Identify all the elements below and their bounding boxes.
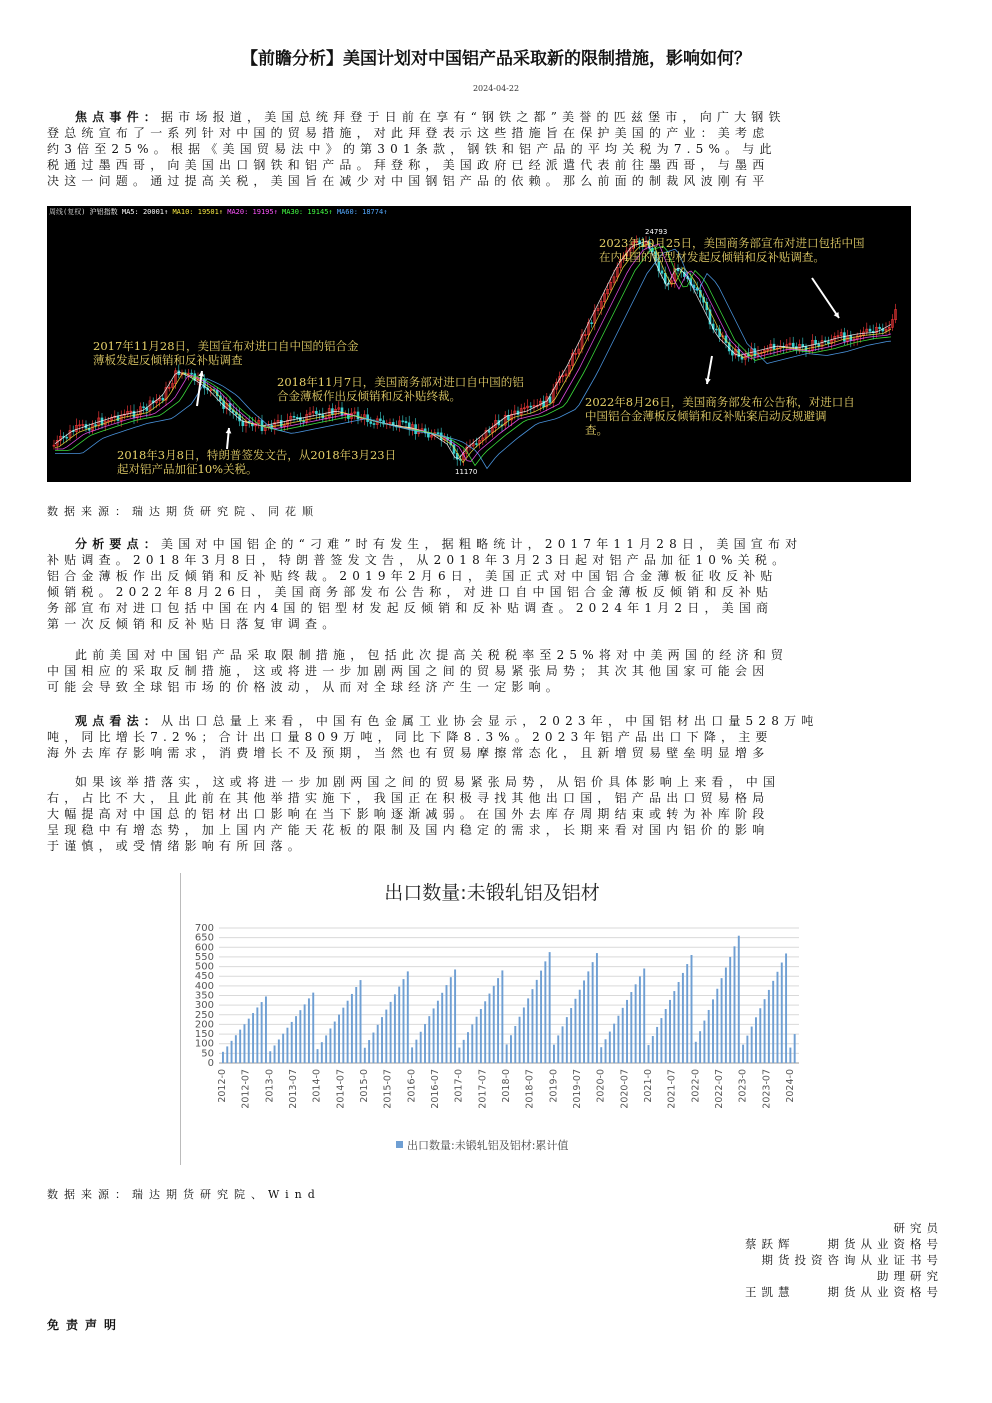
bar	[514, 1026, 516, 1063]
bar	[510, 1035, 512, 1063]
bar	[755, 1017, 757, 1063]
bar	[691, 955, 693, 1063]
bar	[278, 1039, 280, 1063]
x-tick-label: 2013-07	[288, 1069, 299, 1109]
bar	[617, 1016, 619, 1063]
x-tick-label: 2022-0	[690, 1069, 702, 1103]
bar	[325, 1035, 327, 1063]
focus-label: 焦点事件：	[75, 110, 162, 124]
view-line: 右，占比不大，且此前在其他举措实施下，我国正在积极寻找其他出口国，铝产品出口贸易格局	[47, 791, 770, 805]
bar	[437, 1001, 439, 1063]
x-tick-label: 2016-07	[430, 1069, 441, 1109]
bar	[282, 1034, 284, 1063]
bar	[368, 1040, 370, 1063]
bar	[390, 1002, 392, 1063]
analysis-line: 第一次反倾销和反补贴日落复审调查。	[47, 617, 340, 631]
analysis-line: 美国对中国铝企的“刁难”时有发生，据粗略统计，2017年11月28日，美国宣布对	[161, 537, 803, 551]
focus-line: 登总统宣布了一系列针对中国的贸易措施，对此拜登表示这些措施旨在保护美国的产业：美考虑	[47, 126, 770, 140]
bar	[428, 1016, 430, 1063]
bar	[725, 968, 727, 1063]
bar	[261, 1002, 263, 1063]
y-tick-label: 700	[194, 923, 214, 934]
bar	[759, 1008, 761, 1063]
bar	[708, 1010, 710, 1063]
bar	[342, 1008, 344, 1063]
x-tick-label: 2023-07	[761, 1069, 773, 1109]
bar	[660, 1018, 662, 1063]
bar	[265, 996, 267, 1063]
bar	[243, 1024, 245, 1063]
bar	[764, 999, 766, 1063]
candle-body	[437, 433, 439, 434]
y-tick-label: 500	[194, 961, 214, 973]
y-tick-label: 600	[194, 942, 214, 954]
publish-date: 2024-04-22	[472, 84, 520, 93]
y-tick-label: 200	[194, 1019, 214, 1031]
bar	[656, 1027, 658, 1063]
bar	[665, 1009, 667, 1063]
candle-body	[792, 343, 794, 346]
bar	[501, 970, 503, 1063]
candle-body	[379, 419, 381, 421]
disclaimer-heading: 免责声明	[47, 1318, 124, 1332]
x-tick-label: 2015-0	[359, 1069, 370, 1103]
bar	[587, 971, 589, 1063]
candle-body	[143, 407, 145, 408]
bar	[716, 989, 718, 1063]
candle-body	[162, 398, 164, 400]
bar	[562, 1026, 564, 1063]
bar	[519, 1017, 521, 1063]
candle-body	[530, 406, 532, 407]
view-label: 观点看法：	[75, 714, 162, 728]
bar	[377, 1025, 379, 1063]
candle-body	[815, 340, 817, 344]
annotation-arrow	[812, 278, 839, 318]
candle-body	[315, 411, 317, 414]
annotation-2017-11	[93, 339, 359, 367]
x-tick-label: 2017-0	[453, 1069, 465, 1103]
bar	[394, 994, 396, 1063]
legend-swatch	[396, 1141, 403, 1148]
legend-ma10: MA10: 19501↑	[172, 208, 224, 216]
bar	[506, 1044, 508, 1063]
bar	[415, 1040, 417, 1063]
x-tick-label: 2020-07	[619, 1069, 631, 1109]
bar	[579, 990, 581, 1063]
bar	[334, 1022, 336, 1063]
annotation-line: 2017年11月28日，美国宣布对进口自中国的铝合金	[93, 339, 359, 353]
source-note-2: 数据来源：瑞达期货研究院、Wind	[47, 1188, 321, 1201]
sig-cert: 期货投资咨询从业证书号	[761, 1253, 943, 1267]
y-tick-label: 250	[194, 1009, 214, 1021]
candle-body	[280, 420, 282, 426]
y-tick-label: 400	[194, 980, 214, 992]
bar	[299, 1010, 301, 1063]
analysis-line: 此前美国对中国铝产品采取限制措施，包括此次提高关税税率至25%将对中美两国的经济和贸	[75, 648, 789, 662]
bar	[226, 1046, 228, 1063]
bar	[317, 1049, 319, 1063]
focus-line: 税通过墨西哥，向美国出口钢铁和铝产品。拜登称，美国政府已经派遣代表前往墨西哥，与墨西	[47, 158, 770, 172]
bar	[295, 1016, 297, 1063]
annotation-2022-08	[585, 395, 855, 437]
bar	[583, 980, 585, 1063]
aluminum-price-chart	[47, 206, 911, 482]
candle-body	[66, 437, 68, 438]
bar	[385, 1010, 387, 1063]
annotation-line: 2022年8月26日，美国商务部发布公告称，对进口自	[585, 395, 855, 409]
legend-ma5: MA5: 20001↑	[121, 208, 169, 216]
sig-researcher-title: 研究员	[893, 1221, 943, 1235]
bar	[381, 1017, 383, 1063]
x-tick-label: 2017-07	[477, 1069, 489, 1109]
x-tick-label: 2018-0	[501, 1069, 512, 1103]
view-line: 如果该举措落实，这或将进一步加剧两国之间的贸易紧张局势，从铝价具体影响上来看，中国	[75, 775, 781, 789]
annotation-line: 中国铝合金薄板反倾销和反补贴案启动反规避调	[585, 409, 827, 423]
x-tick-label: 2022-07	[714, 1069, 725, 1109]
legend-period: 周线(复权)	[49, 208, 86, 216]
bar	[639, 976, 641, 1063]
candle-body	[879, 327, 881, 328]
bar	[635, 984, 637, 1063]
annotation-line: 在内4国的铝型材发起反倾销和反补贴调查。	[599, 250, 825, 264]
analysis-label: 分析要点：	[75, 537, 162, 551]
bar	[682, 973, 684, 1063]
bar	[411, 1047, 413, 1063]
candle-body	[370, 422, 372, 424]
bar	[673, 991, 675, 1063]
annotation-line: 薄板发起反倾销和反补贴调查	[93, 353, 243, 367]
annotation-line: 查。	[585, 423, 608, 437]
bar	[746, 1036, 748, 1063]
bar	[566, 1017, 568, 1063]
legend-label: 出口数量:未锻轧铝及铝材:累计值	[407, 1139, 569, 1152]
y-tick-label: 550	[194, 951, 214, 963]
x-tick-label: 2021-07	[666, 1069, 678, 1109]
candle-body	[475, 444, 477, 445]
bar	[489, 994, 491, 1063]
sig-assistant: 王凯慧 期货从业资格号	[745, 1285, 943, 1299]
y-tick-label: 350	[194, 990, 214, 1002]
view-line: 于谨慎，或受情绪影响有所回落。	[47, 839, 306, 853]
high-price-label: 24793	[645, 228, 668, 236]
bar	[269, 1051, 271, 1063]
x-tick-label: 2012-07	[240, 1069, 252, 1109]
x-tick-label: 2020-0	[595, 1069, 607, 1103]
analysis-line: 中国相应的采取反制措施，这或将进一步加剧两国之间的贸易紧张局势；其次其他国家可能会因	[47, 664, 770, 678]
x-tick-label: 2019-0	[548, 1069, 560, 1103]
legend-ma20: MA20: 19195↑	[227, 208, 278, 216]
candle-body	[591, 323, 593, 324]
bar	[553, 1045, 555, 1063]
bar	[407, 971, 409, 1063]
y-tick-label: 450	[194, 971, 214, 983]
y-tick-label: 650	[194, 932, 214, 944]
bar	[570, 1008, 572, 1063]
focus-line: 约3倍至25%。根据《美国贸易法中》的第301条款，钢铁和铝产品的平均关税为7.5%。与此	[47, 142, 777, 156]
low-price-label: 11170	[455, 468, 478, 476]
x-tick-label: 2014-0	[311, 1069, 323, 1103]
bar	[734, 946, 736, 1063]
bar	[622, 1008, 624, 1063]
bar	[703, 1021, 705, 1063]
bar	[364, 1048, 366, 1063]
sig-assistant-title: 助理研究	[877, 1269, 943, 1283]
bar	[248, 1019, 250, 1063]
bar	[338, 1015, 340, 1063]
bar	[467, 1032, 469, 1063]
candle-body	[296, 417, 298, 418]
x-tick-label: 2013-0	[264, 1069, 276, 1103]
y-tick-label: 0	[207, 1058, 214, 1069]
bar	[789, 1048, 791, 1063]
bar	[536, 980, 538, 1063]
y-tick-label: 50	[201, 1048, 214, 1060]
bar	[794, 1034, 796, 1063]
bar	[605, 1039, 607, 1063]
bar	[484, 1001, 486, 1063]
bar	[458, 1048, 460, 1063]
bar	[441, 993, 443, 1063]
analysis-line: 倾销税。2022年8月26日，美国商务部发布公告称，对进口自中国铝合金薄板反倾销和反补贴	[47, 585, 774, 599]
bar	[497, 978, 499, 1063]
candle-body	[715, 329, 717, 330]
bar	[312, 993, 314, 1063]
candle-body	[357, 412, 359, 419]
bar	[351, 994, 353, 1063]
candle-body	[373, 424, 375, 425]
bar	[648, 1045, 650, 1063]
bar	[235, 1035, 237, 1063]
bar	[777, 972, 779, 1063]
y-tick-label: 150	[194, 1029, 214, 1041]
bar	[480, 1009, 482, 1063]
candle-body	[117, 416, 119, 420]
bar	[446, 985, 448, 1063]
annotation-2018-03	[117, 448, 396, 476]
bar	[398, 987, 400, 1063]
bar	[742, 1045, 744, 1063]
bar	[231, 1041, 233, 1063]
bar	[355, 987, 357, 1063]
candle-body	[303, 421, 305, 422]
y-tick-label: 100	[194, 1038, 214, 1050]
bar	[252, 1013, 254, 1063]
view-paragraph-2	[47, 774, 943, 854]
bar	[274, 1045, 276, 1063]
bar	[239, 1030, 241, 1063]
x-tick-label: 2021-0	[643, 1069, 654, 1103]
bar	[768, 990, 770, 1063]
bar	[463, 1040, 465, 1063]
export-volume-chart	[180, 873, 803, 1165]
analysis-line: 补贴调查。2018年3月8日，特朗普签发文告，从2018年3月23日起对铝产品加征10%关税。	[47, 553, 790, 567]
annotation-line: 起对铝产品加征10%关税。	[117, 462, 258, 476]
bar	[781, 963, 783, 1063]
bar	[329, 1028, 331, 1063]
analysis-line: 可能会导致全球铝市场的价格波动，从而对全球经济产生一定影响。	[47, 680, 564, 694]
chart-title: 出口数量:未锻轧铝及铝材	[384, 882, 600, 904]
bar	[600, 1047, 602, 1063]
bar	[721, 978, 723, 1063]
bar	[669, 1000, 671, 1063]
bar	[540, 971, 542, 1063]
legend-ma30: MA30: 19145↑	[282, 208, 333, 216]
page-title: 【前瞻分析】美国计划对中国铝产品采取新的限制措施，影响如何？	[241, 49, 751, 69]
bar	[596, 953, 598, 1063]
bar	[256, 1007, 258, 1063]
bar	[678, 982, 680, 1063]
bar	[699, 1031, 701, 1063]
bar	[712, 999, 714, 1063]
view-line: 吨，同比增长7.2%；合计出口量809万吨，同比下降8.3%。2023年铝产品出口下降，主要	[47, 730, 773, 744]
bar	[347, 1001, 349, 1063]
bar	[471, 1024, 473, 1063]
analysis-paragraph-2	[47, 647, 943, 695]
x-tick-label: 2019-07	[572, 1069, 583, 1109]
view-paragraph	[47, 713, 943, 761]
bar	[291, 1022, 293, 1063]
candle-body	[341, 408, 343, 415]
source-note-1: 数据来源：瑞达期货研究院、同花顺	[47, 505, 319, 518]
bar	[557, 1035, 559, 1063]
y-tick-label: 300	[194, 1000, 214, 1012]
x-tick-label: 2014-07	[335, 1069, 347, 1109]
bar	[222, 1052, 224, 1063]
annotation-line: 合金薄板作出反倾销和反补贴终裁。	[277, 389, 461, 403]
legend-ma60: MA60: 18774↑	[336, 208, 388, 216]
bar	[785, 953, 787, 1063]
bar	[424, 1024, 426, 1063]
bar	[609, 1032, 611, 1063]
bar	[403, 979, 405, 1063]
arrow-head	[226, 428, 232, 434]
bar	[321, 1042, 323, 1063]
candle-body	[488, 431, 490, 433]
candle-body	[191, 373, 193, 374]
x-tick-label: 2024-0	[785, 1069, 796, 1103]
candle-body	[661, 271, 663, 273]
bar	[613, 1024, 615, 1063]
bar	[450, 977, 452, 1063]
bar	[527, 998, 529, 1063]
bar	[433, 1008, 435, 1063]
bar	[523, 1007, 525, 1063]
bar	[630, 992, 632, 1063]
bar	[626, 1000, 628, 1063]
legend-index: 沪铝指数	[89, 208, 118, 216]
candle-body	[293, 416, 295, 417]
analysis-line: 铝合金薄板作出反倾销和反补贴终裁。2019年2月6日，美国正式对中国铝合金薄板征收反补贴	[47, 569, 778, 583]
candle-body	[402, 421, 404, 422]
analysis-paragraph	[47, 536, 943, 632]
view-line: 从出口总量上来看，中国有色金属工业协会显示，2023年，中国铝材出口量528万吨	[161, 714, 819, 728]
bar	[574, 999, 576, 1063]
bar	[686, 964, 688, 1063]
view-line: 海外去库存影响需求，消费增长不及预期，当然也有贸易摩擦常态化，且新增贸易壁垒明显增多	[47, 746, 770, 760]
x-tick-label: 2016-0	[406, 1069, 418, 1103]
focus-line: 据市场报道，美国总统拜登于日前在享有“钢铁之都”美誉的匹兹堡市，向广大钢铁	[161, 110, 786, 124]
annotation-2023-10	[599, 236, 865, 264]
bar	[476, 1017, 478, 1063]
view-line: 呈现稳中有增态势，加上国内产能天花板的限制及国内稳定的需求，长期来看对国内铝价的影响	[47, 823, 770, 837]
bar	[454, 969, 456, 1063]
bar	[372, 1033, 374, 1063]
bar	[360, 980, 362, 1063]
bar	[493, 986, 495, 1063]
annotation-2018-11	[277, 375, 524, 403]
bar	[531, 989, 533, 1063]
candle-body	[869, 329, 871, 331]
bar	[549, 952, 551, 1063]
focus-line: 决这一问题。通过提高关税，美国旨在减少对中国钢铝产品的依赖。那么前面的制裁风波刚有平	[47, 174, 770, 188]
bar	[286, 1028, 288, 1063]
bar	[772, 981, 774, 1063]
annotation-line: 2018年3月8日，特朗普签发文告，从2018年3月23日	[117, 448, 397, 462]
bar	[420, 1032, 422, 1063]
x-tick-label: 2015-07	[382, 1069, 394, 1109]
candle-body	[95, 425, 97, 426]
x-tick-label: 2012-0	[217, 1069, 228, 1103]
analysis-line: 务部宣布对进口包括中国在内4国的铝型材发起反倾销和反补贴调查。2024年1月2日，美国商	[47, 601, 774, 615]
bar	[592, 962, 594, 1063]
bar	[729, 957, 731, 1063]
bar	[652, 1036, 654, 1063]
annotation-line: 2018年11月7日，美国商务部对进口自中国的铝	[277, 375, 524, 389]
x-tick-label: 2023-0	[737, 1069, 749, 1103]
export-chart-svg	[181, 873, 803, 1165]
bar	[643, 969, 645, 1064]
bar	[738, 936, 740, 1063]
view-line: 大幅提高对中国总的铝材出口影响在当下影响逐渐减弱。在国外去库存周期结束或转为补库阶段	[47, 807, 770, 821]
bar	[304, 1004, 306, 1063]
focus-paragraph	[47, 109, 943, 189]
bar	[544, 961, 546, 1063]
bar	[308, 998, 310, 1063]
x-tick-label: 2018-07	[524, 1069, 536, 1109]
candle-body	[405, 421, 407, 422]
chart-legend	[49, 207, 387, 217]
bar	[695, 1042, 697, 1063]
bar	[751, 1027, 753, 1063]
sig-researcher: 蔡跃辉 期货从业资格号	[745, 1237, 943, 1251]
annotation-line: 2023年10月25日，美国商务部宣布对进口包括中国	[599, 236, 865, 250]
